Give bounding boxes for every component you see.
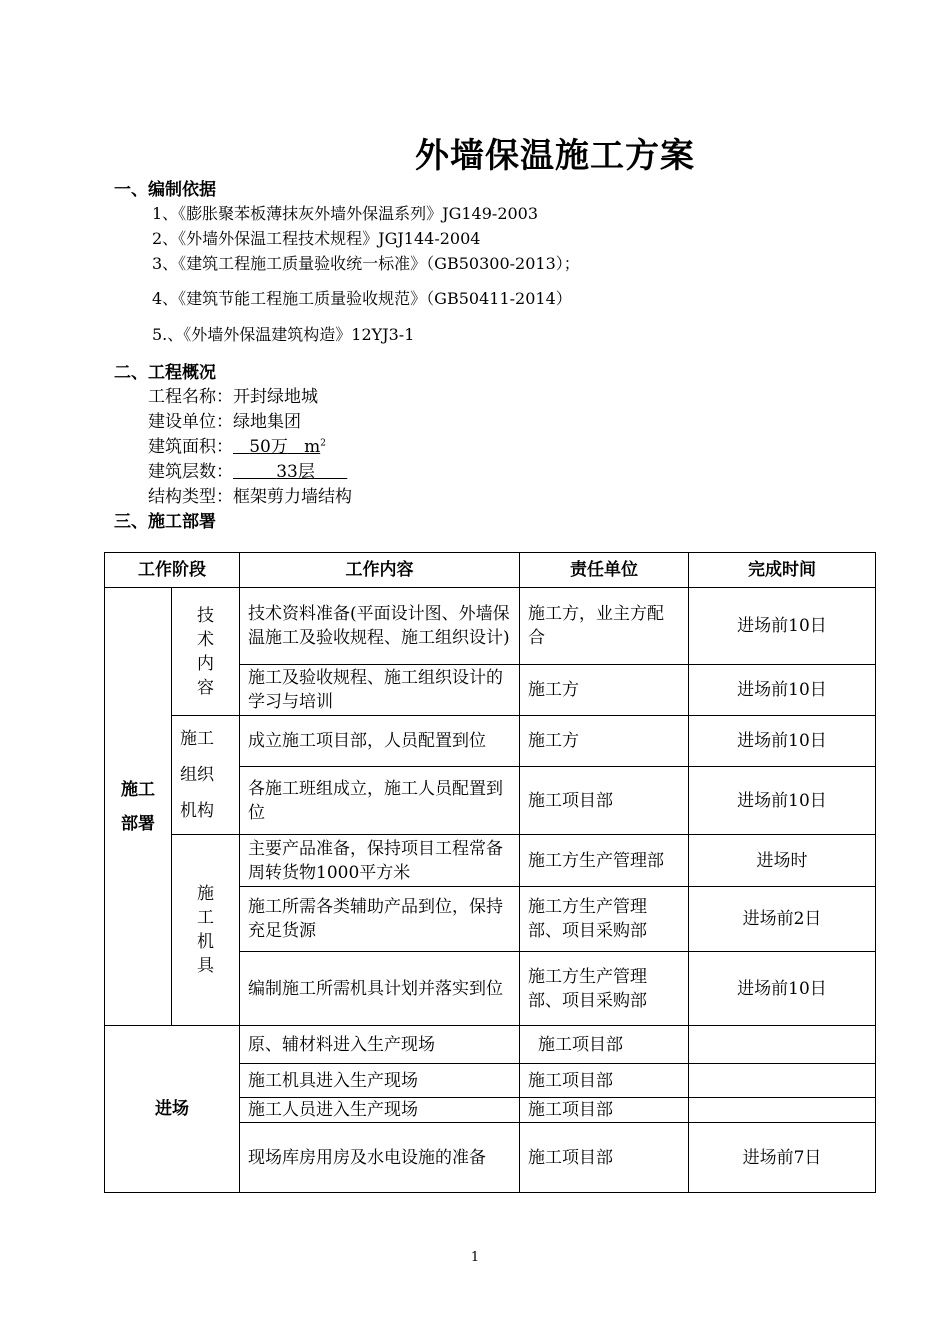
builder-row (148, 407, 301, 432)
cell-unit: 施工方 (520, 665, 689, 716)
sub-tools-char: 机 (197, 932, 214, 952)
group-deployment-line: 施工 (121, 779, 155, 800)
table-header-row (105, 553, 876, 588)
cell-time: 进场前10日 (689, 767, 876, 835)
cell-time: 进场前10日 (689, 952, 876, 1026)
project-name-value: 开封绿地城 (233, 387, 318, 407)
area-value: 50万 (249, 437, 288, 457)
header-responsible: 责任单位 (520, 553, 689, 588)
cell-unit: 施工项目部 (520, 1026, 689, 1064)
cell-unit: 施工方 (520, 716, 689, 767)
cell-unit: 施工项目部 (520, 1064, 689, 1098)
sub-organisation-line: 机构 (180, 801, 214, 821)
table-row (105, 716, 876, 767)
header-time: 完成时间 (689, 553, 876, 588)
structure-label: 结构类型： (148, 487, 233, 507)
section-heading-basis: 一、编制依据 (114, 180, 216, 200)
cell-unit: 施工方生产管理部、项目采购部 (520, 952, 689, 1026)
basis-item: 5.、《外墙外保温建筑构造》12YJ3-1 (152, 325, 415, 344)
cell-content: 各施工班组成立，施工人员配置到位 (240, 767, 520, 835)
structure-value: 框架剪力墙结构 (233, 487, 352, 507)
cell-content: 施工所需各类辅助产品到位，保持充足货源 (240, 887, 520, 952)
cell-time: 进场前7日 (689, 1123, 876, 1193)
section-heading-overview: 二、工程概况 (114, 363, 216, 383)
table-row (105, 835, 876, 887)
basis-item: 1、《膨胀聚苯板薄抹灰外墙外保温系列》JG149-2003 (152, 204, 539, 223)
deployment-table (104, 552, 876, 1193)
floors-value: 33层 (276, 462, 315, 482)
cell-content: 施工及验收规程、施工组织设计的学习与培训 (240, 665, 520, 716)
sub-technical-char: 术 (197, 629, 214, 650)
project-name-row (148, 382, 318, 407)
sub-tools-char: 工 (197, 908, 214, 928)
builder-label: 建设单位： (148, 412, 233, 432)
cell-time: 进场时 (689, 835, 876, 887)
area-unit: m (304, 437, 321, 457)
floors-row (148, 457, 347, 482)
basis-item: 2、《外墙外保温工程技术规程》JGJ144-2004 (152, 229, 481, 248)
floors-value-underlined (233, 462, 347, 482)
cell-content: 技术资料准备(平面设计图、外墙保温施工及验收规程、施工组织设计) (240, 588, 520, 665)
cell-time: 进场前10日 (689, 588, 876, 665)
sub-technical-char: 容 (197, 677, 214, 698)
cell-unit: 施工项目部 (520, 1098, 689, 1123)
cell-content: 成立施工项目部，人员配置到位 (240, 716, 520, 767)
area-unit-superscript: 2 (320, 438, 326, 449)
sub-tools-char: 施 (197, 884, 214, 904)
cell-content: 主要产品准备，保持项目工程常备周转货物1000平方米 (240, 835, 520, 887)
cell-unit: 施工方生产管理部、项目采购部 (520, 887, 689, 952)
cell-time: 进场前10日 (689, 716, 876, 767)
cell-time: 进场前2日 (689, 887, 876, 952)
cell-content: 原、辅材料进入生产现场 (240, 1026, 520, 1064)
floors-label: 建筑层数： (148, 462, 233, 482)
header-stage: 工作阶段 (105, 553, 240, 588)
cell-content: 施工机具进入生产现场 (240, 1064, 520, 1098)
cell-time: 进场前10日 (689, 665, 876, 716)
sub-organisation (172, 716, 240, 835)
structure-row (148, 482, 352, 507)
section-heading-deployment: 三、施工部署 (114, 512, 216, 532)
basis-item: 3、《建筑工程施工质量验收统一标准》（GB50300-2013）； (152, 254, 580, 273)
project-name-label: 工程名称： (148, 387, 233, 407)
sub-organisation-line: 组织 (180, 765, 214, 785)
area-value-underlined (233, 437, 320, 457)
cell-unit: 施工方，业主方配合 (520, 588, 689, 665)
cell-time (689, 1026, 876, 1064)
sub-technical-char: 内 (197, 653, 214, 674)
sub-tools-char: 具 (197, 956, 214, 976)
sub-organisation-line: 施工 (180, 729, 214, 749)
basis-item: 4、《建筑节能工程施工质量验收规范》（GB50411-2014） (152, 289, 572, 308)
group-entry: 进场 (105, 1026, 240, 1193)
page-number: 1 (470, 1250, 480, 1265)
cell-unit: 施工项目部 (520, 767, 689, 835)
builder-value: 绿地集团 (233, 412, 301, 432)
document-title: 外墙保温施工方案 (415, 136, 695, 176)
cell-content: 施工人员进入生产现场 (240, 1098, 520, 1123)
sub-technical-char: 技 (197, 605, 214, 626)
cell-unit: 施工项目部 (520, 1123, 689, 1193)
area-row (148, 432, 326, 457)
sub-tools (172, 835, 240, 1026)
group-deployment-line: 部署 (121, 813, 155, 834)
table-row (105, 1026, 876, 1064)
area-label: 建筑面积： (148, 437, 233, 457)
group-deployment (105, 588, 172, 1026)
sub-technical (172, 588, 240, 716)
cell-content: 编制施工所需机具计划并落实到位 (240, 952, 520, 1026)
header-content: 工作内容 (240, 553, 520, 588)
cell-unit: 施工方生产管理部 (520, 835, 689, 887)
cell-time (689, 1098, 876, 1123)
table-row (105, 588, 876, 665)
cell-time (689, 1064, 876, 1098)
cell-content: 现场库房用房及水电设施的准备 (240, 1123, 520, 1193)
